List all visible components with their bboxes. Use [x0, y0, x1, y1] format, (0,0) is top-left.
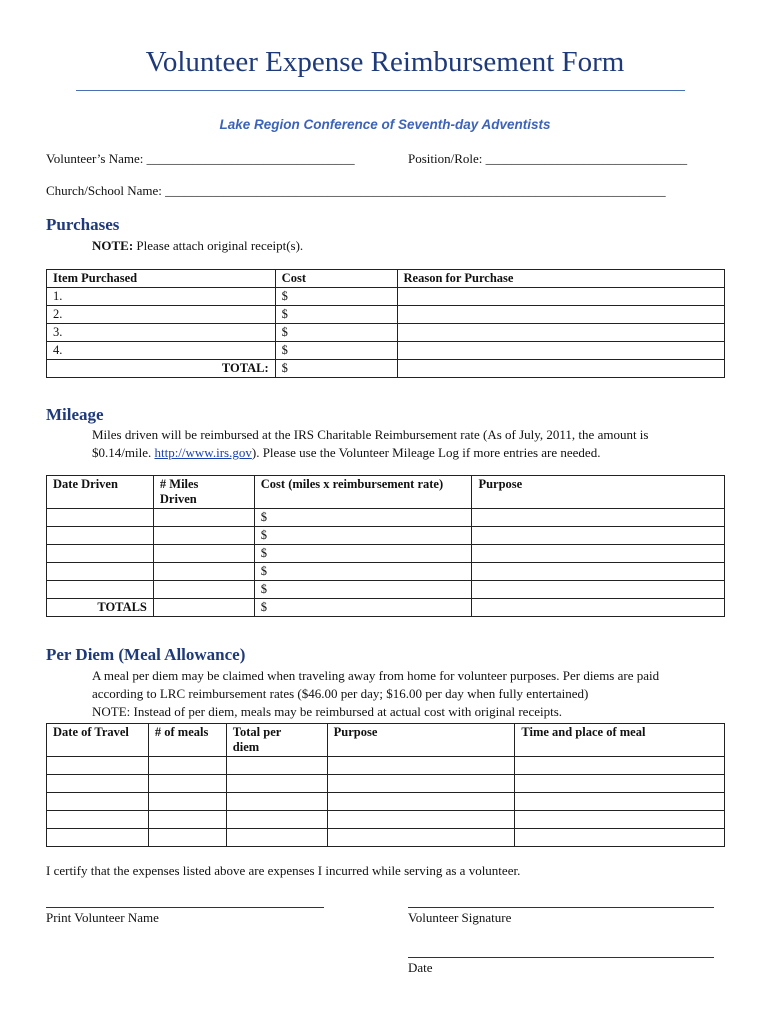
purchases-heading: Purchases	[46, 215, 120, 234]
date-label: Date	[408, 960, 433, 975]
table-row[interactable]	[47, 811, 725, 829]
totals-row[interactable]	[47, 599, 725, 617]
per-diem-heading: Per Diem (Meal Allowance)	[46, 645, 246, 664]
column-header: Date of Travel	[47, 724, 149, 757]
column-header: Total per diem	[226, 724, 327, 757]
purpose-cell[interactable]	[327, 757, 515, 775]
date-cell[interactable]	[47, 757, 149, 775]
table-row[interactable]	[47, 324, 725, 342]
date-cell[interactable]	[47, 509, 154, 527]
miles-cell[interactable]	[153, 581, 254, 599]
column-header: Cost	[275, 270, 397, 288]
purpose-cell[interactable]	[327, 775, 515, 793]
purpose-cell[interactable]	[472, 563, 725, 581]
per-diem-description	[92, 667, 732, 721]
time-place-cell[interactable]	[515, 757, 725, 775]
total-cell[interactable]	[226, 793, 327, 811]
purpose-cell[interactable]	[327, 829, 515, 847]
time-place-cell[interactable]	[515, 793, 725, 811]
print-name-line[interactable]	[46, 907, 324, 908]
column-header: Item Purchased	[47, 270, 276, 288]
item-cell[interactable]: 2.	[47, 306, 276, 324]
table-row[interactable]	[47, 545, 725, 563]
mileage-text-line: Miles driven will be reimbursed at the IRS Charitable Reimbursement rate (As of July, 2011, the amount is	[92, 427, 649, 442]
miles-cell[interactable]	[153, 509, 254, 527]
total-label: TOTAL:	[47, 360, 276, 378]
date-cell[interactable]	[47, 545, 154, 563]
total-cell[interactable]	[226, 775, 327, 793]
date-cell[interactable]	[47, 793, 149, 811]
purpose-cell[interactable]	[472, 581, 725, 599]
totals-label: TOTALS	[47, 599, 154, 617]
purchases-table	[46, 269, 725, 378]
date-line[interactable]	[408, 957, 714, 958]
total-cell[interactable]	[226, 829, 327, 847]
purpose-cell[interactable]	[472, 545, 725, 563]
meals-cell[interactable]	[148, 775, 226, 793]
meals-cell[interactable]	[148, 829, 226, 847]
mileage-description	[92, 426, 732, 462]
table-row[interactable]	[47, 563, 725, 581]
mileage-heading: Mileage	[46, 405, 104, 424]
column-header: Reason for Purchase	[397, 270, 725, 288]
time-place-cell[interactable]	[515, 775, 725, 793]
totals-purpose-cell[interactable]	[472, 599, 725, 617]
total-cell[interactable]	[226, 757, 327, 775]
meals-cell[interactable]	[148, 811, 226, 829]
purchases-note	[92, 238, 303, 254]
time-place-cell[interactable]	[515, 811, 725, 829]
print-name-label: Print Volunteer Name	[46, 910, 159, 925]
column-header: # Miles Driven	[153, 476, 254, 509]
date-cell[interactable]	[47, 527, 154, 545]
table-row[interactable]	[47, 581, 725, 599]
per-diem-text-line: A meal per diem may be claimed when traveling away from home for volunteer purposes. Per diems are paid	[92, 668, 660, 683]
meals-cell[interactable]	[148, 757, 226, 775]
purpose-cell[interactable]	[472, 527, 725, 545]
totals-cost-cell[interactable]: $	[254, 599, 472, 617]
table-header-row	[47, 724, 725, 757]
total-cost-cell[interactable]: $	[275, 360, 397, 378]
column-header: Purpose	[327, 724, 515, 757]
column-header: Date Driven	[47, 476, 154, 509]
miles-cell[interactable]	[153, 563, 254, 581]
meals-cell[interactable]	[148, 793, 226, 811]
table-row[interactable]	[47, 829, 725, 847]
church-school-field[interactable]: Church/School Name: _____________________________________________________________________________	[46, 183, 666, 198]
reason-cell[interactable]	[397, 306, 725, 324]
reason-cell[interactable]	[397, 324, 725, 342]
item-cell[interactable]: 3.	[47, 324, 276, 342]
table-header-row	[47, 476, 725, 509]
mileage-log-text: ). Please use the Volunteer Mileage Log if more entries are needed.	[251, 445, 601, 460]
table-row[interactable]	[47, 342, 725, 360]
cost-cell[interactable]: $	[275, 342, 397, 360]
date-cell[interactable]	[47, 829, 149, 847]
total-cell[interactable]	[226, 811, 327, 829]
signature-label: Volunteer Signature	[408, 910, 512, 925]
table-row[interactable]	[47, 306, 725, 324]
organization-subtitle: Lake Region Conference of Seventh-day Adventists	[219, 117, 551, 132]
reason-cell[interactable]	[397, 288, 725, 306]
date-cell[interactable]	[47, 811, 149, 829]
date-cell[interactable]	[47, 563, 154, 581]
cost-cell[interactable]: $	[254, 563, 472, 581]
miles-cell[interactable]	[153, 545, 254, 563]
cost-cell[interactable]: $	[275, 288, 397, 306]
per-diem-text-line: according to LRC reimbursement rates ($46.00 per day; $16.00 per day when fully entertained)	[92, 686, 589, 701]
purpose-cell[interactable]	[327, 811, 515, 829]
table-header-row	[47, 270, 725, 288]
cost-cell[interactable]: $	[275, 306, 397, 324]
volunteer-name-field[interactable]: Volunteer’s Name: ________________________________	[46, 151, 355, 166]
cost-cell[interactable]: $	[254, 527, 472, 545]
cost-cell[interactable]: $	[254, 581, 472, 599]
cost-cell[interactable]: $	[275, 324, 397, 342]
signature-line[interactable]	[408, 907, 714, 908]
per-diem-text-line: NOTE: Instead of per diem, meals may be reimbursed at actual cost with original receipts.	[92, 704, 563, 719]
table-row[interactable]	[47, 757, 725, 775]
note-label: NOTE:	[92, 238, 134, 253]
purpose-cell[interactable]	[472, 509, 725, 527]
note-text: Please attach original receipt(s).	[133, 238, 304, 253]
table-row[interactable]	[47, 288, 725, 306]
per-diem-table	[46, 723, 725, 847]
column-header: Time and place of meal	[515, 724, 725, 757]
table-row[interactable]	[47, 793, 725, 811]
miles-cell[interactable]	[153, 527, 254, 545]
time-place-cell[interactable]	[515, 829, 725, 847]
cost-cell[interactable]: $	[254, 545, 472, 563]
table-row[interactable]	[47, 527, 725, 545]
mileage-table	[46, 475, 725, 617]
reason-cell[interactable]	[397, 342, 725, 360]
item-cell[interactable]: 1.	[47, 288, 276, 306]
item-cell[interactable]: 4.	[47, 342, 276, 360]
irs-link[interactable]: http://www.irs.gov	[154, 445, 252, 460]
rate-text: $0.14/mile.	[92, 445, 155, 460]
column-header: Cost (miles x reimbursement rate)	[254, 476, 472, 509]
form-title: Volunteer Expense Reimbursement Form	[145, 46, 625, 78]
totals-miles-cell[interactable]	[153, 599, 254, 617]
title-divider	[76, 90, 685, 91]
position-role-field[interactable]: Position/Role: _______________________________	[408, 151, 688, 166]
total-row[interactable]	[47, 360, 725, 378]
column-header: # of meals	[148, 724, 226, 757]
date-cell[interactable]	[47, 775, 149, 793]
table-row[interactable]	[47, 509, 725, 527]
purpose-cell[interactable]	[327, 793, 515, 811]
column-header: Purpose	[472, 476, 725, 509]
certification-statement: I certify that the expenses listed above are expenses I incurred while serving as a volunteer.	[46, 863, 521, 878]
total-reason-cell[interactable]	[397, 360, 725, 378]
mileage-text-line	[92, 444, 732, 462]
cost-cell[interactable]: $	[254, 509, 472, 527]
date-cell[interactable]	[47, 581, 154, 599]
table-row[interactable]	[47, 775, 725, 793]
